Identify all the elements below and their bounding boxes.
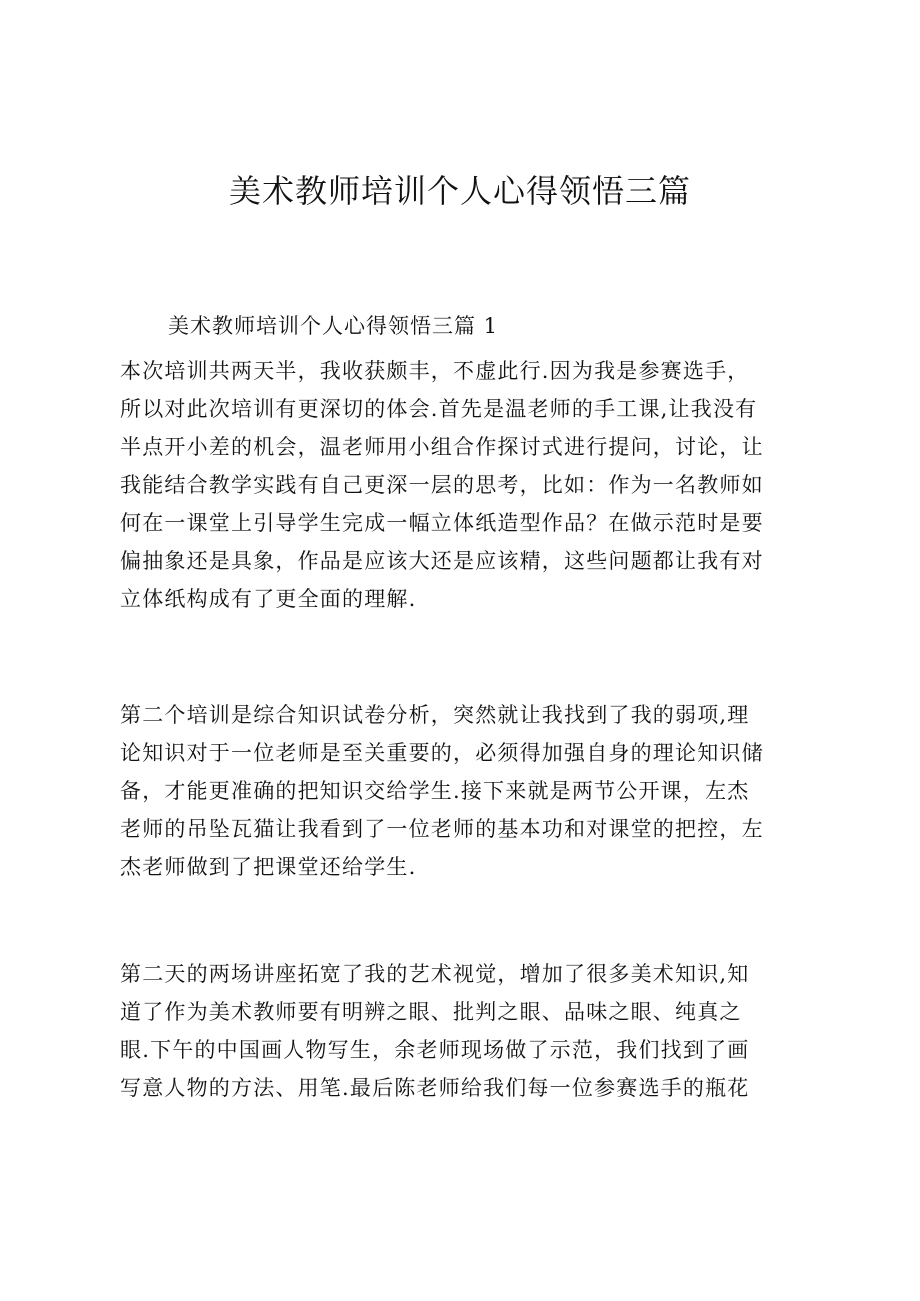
text-line: 所以对此次培训有更深切的体会.首先是温老师的手工课,让我没有 — [120, 397, 758, 421]
text-line: 本次培训共两天半，我收获颇丰，不虚此行.因为我是参赛选手， — [120, 359, 750, 383]
paragraph-2 — [120, 696, 810, 886]
paragraph-3 — [120, 955, 810, 1107]
text-line: 半点开小差的机会，温老师用小组合作探讨式进行提问，讨论，让 — [120, 435, 764, 459]
text-line: 第二天的两场讲座拓宽了我的艺术视觉，增加了很多美术知识,知 — [120, 962, 750, 986]
section-heading: 美术教师培训个人心得领悟三篇 1 — [168, 314, 499, 338]
text-line: 写意人物的方法、用笔.最后陈老师给我们每一位参赛选手的瓶花 — [120, 1076, 750, 1100]
text-line: 论知识对于一位老师是至关重要的，必须得加强自身的理论知识储 — [120, 741, 764, 765]
text-line: 第二个培训是综合知识试卷分析，突然就让我找到了我的弱项,理 — [120, 703, 750, 727]
text-line: 何在一课堂上引导学生完成一幅立体纸造型作品？在做示范时是要 — [120, 511, 764, 535]
text-line: 道了作为美术教师要有明辨之眼、批判之眼、品味之眼、纯真之 — [120, 1000, 742, 1024]
text-line: 备，才能更准确的把知识交给学生.接下来就是两节公开课，左杰 — [120, 779, 750, 803]
text-line: 立体纸构成有了更全面的理解. — [120, 587, 417, 611]
paragraph-1 — [120, 352, 810, 618]
text-line: 偏抽象还是具象，作品是应该大还是应该精，这些问题都让我有对 — [120, 549, 764, 573]
text-line: 眼.下午的中国画人物写生，余老师现场做了示范，我们找到了画 — [120, 1038, 750, 1062]
text-line: 我能结合教学实践有自己更深一层的思考，比如：作为一名教师如 — [120, 473, 764, 497]
text-line: 老师的吊坠瓦猫让我看到了一位老师的基本功和对课堂的把控，左 — [120, 817, 764, 841]
text-line: 杰老师做到了把课堂还给学生. — [120, 855, 417, 879]
document-title: 美术教师培训个人心得领悟三篇 — [228, 172, 691, 210]
